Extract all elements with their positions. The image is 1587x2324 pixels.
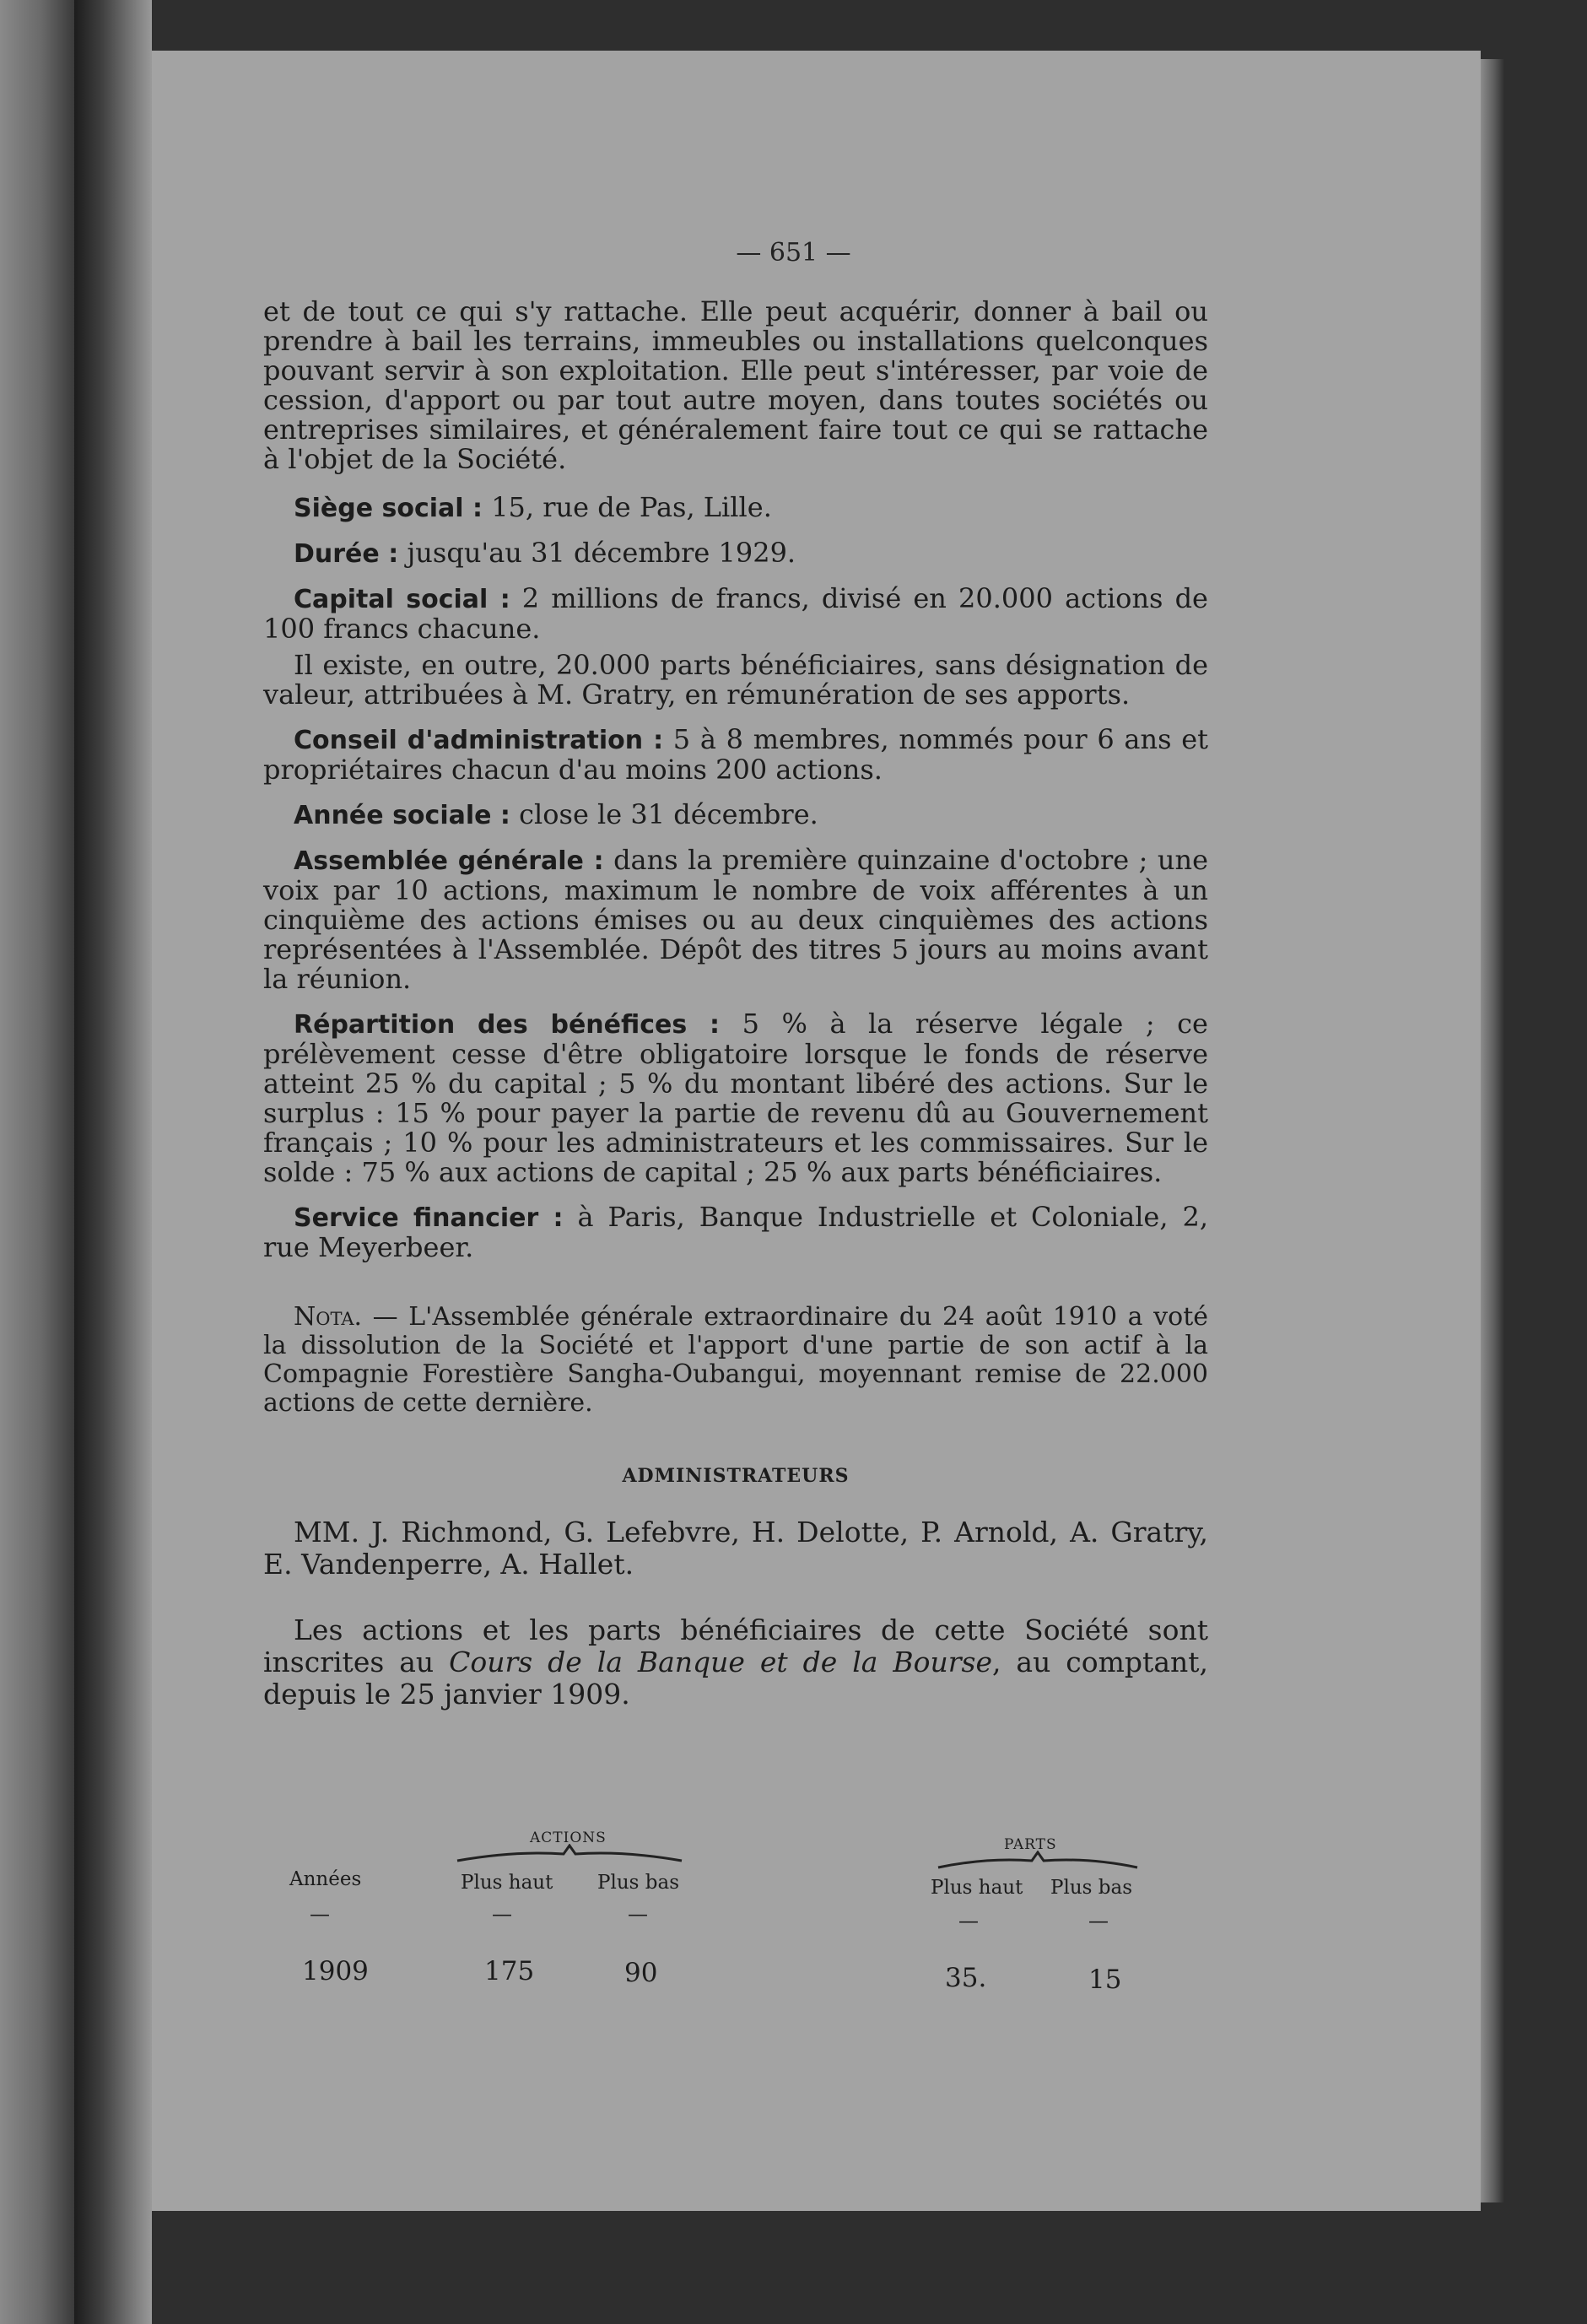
- group-parts-label: PARTS: [1004, 1836, 1057, 1853]
- item-label: Répartition des bénéfices :: [294, 1010, 721, 1040]
- item-text: 5 à 8 membres, nommés pour 6 ans et propriétaires chacun d'au moins 200 actions.: [263, 723, 1208, 786]
- administrateurs-heading: ADMINISTRATEURS: [622, 1465, 850, 1487]
- col-parts-plus-haut: Plus haut: [931, 1877, 1023, 1899]
- item-text: Il existe, en outre, 20.000 parts bénéficiaires, sans désignation de valeur, attribuées à M. Gratry, en rémunération de ses apports.: [263, 649, 1208, 711]
- cell-actions-haut: 175: [484, 1956, 535, 1986]
- item-annee-sociale: [263, 800, 1208, 830]
- item-label: Capital social :: [294, 585, 510, 614]
- col-actions-plus-haut: Plus haut: [461, 1872, 553, 1894]
- item-label: Service financier :: [294, 1203, 564, 1233]
- item-text: 2 millions de francs, divisé en 20.000 actions de 100 francs chacune.: [263, 582, 1208, 645]
- item-text: dans la première quinzaine d'octobre ; une voix par 10 actions, maximum le nombre de voix afférentes à un cinquième des actions émises ou au deux cinquièmes des actions représentées à l'Assemblée. Dépôt des titres 5 jours au moins avant la réunion.: [263, 844, 1209, 995]
- item-duree: [263, 538, 1208, 569]
- dash-parts-plus-bas: —: [1088, 1909, 1109, 1932]
- item-assemblee-generale: [263, 846, 1208, 994]
- item-text: close le 31 décembre.: [510, 798, 818, 830]
- administrateurs-names: MM. J. Richmond, G. Lefebvre, H. Delotte, P. Arnold, A. Gratry, E. Vandenperre, A. Hallet.: [263, 1516, 1208, 1581]
- dash-actions-plus-haut: —: [492, 1902, 512, 1926]
- item-label: Assemblée générale :: [294, 846, 604, 876]
- item-label: Durée :: [294, 539, 399, 569]
- item-label: Siège social :: [294, 494, 483, 523]
- page-number: — 651 —: [736, 238, 851, 268]
- col-annees: Années: [289, 1868, 362, 1890]
- body-text: [263, 297, 1208, 1726]
- item-text: 15, rue de Pas, Lille.: [483, 491, 772, 523]
- cell-annee: 1909: [302, 1956, 369, 1986]
- nota-text: — L'Assemblée générale extraordinaire du 24 août 1910 a voté la dissolution de la Société et l'apport d'une partie de son actif à la Compagnie Forestière Sangha-Oubangui, moyennant remise de 22.000 actions de cette dernière.: [263, 1302, 1208, 1418]
- listing-publication: Cours de la Banque et de la Bourse: [449, 1646, 992, 1678]
- page-edge: [1481, 59, 1504, 2202]
- dash-actions-plus-bas: —: [628, 1902, 648, 1926]
- item-text: jusqu'au 31 décembre 1929.: [398, 537, 796, 569]
- item-conseil: [263, 725, 1208, 785]
- nota-label: Nota.: [294, 1302, 363, 1332]
- item-label: Année sociale :: [294, 801, 510, 830]
- col-actions-plus-bas: Plus bas: [597, 1872, 679, 1894]
- intro-paragraph: et de tout ce qui s'y rattache. Elle peut acquérir, donner à bail ou prendre à bail les terrains, immeubles ou installations quelconques pouvant servir à son exploitation. Elle peut s'intéresser, par voie de cession, d'apport ou par tout autre moyen, dans toutes sociétés ou entreprises similaires, et généralement faire tout ce qui se rattache à l'objet de la Société.: [263, 295, 1208, 475]
- cell-parts-haut: 35.: [945, 1963, 987, 1993]
- item-parts-beneficiaires: [263, 651, 1208, 710]
- listing-before: Les actions et les parts bénéficiaires de cette Société sont inscrites au: [263, 1613, 1208, 1678]
- facing-page-edge: [0, 0, 74, 2324]
- dash-parts-plus-haut: —: [958, 1909, 979, 1932]
- item-label: Conseil d'administration :: [294, 726, 664, 755]
- item-text: à Paris, Banque Industrielle et Coloniale, 2, rue Meyerbeer.: [263, 1201, 1208, 1263]
- col-parts-plus-bas: Plus bas: [1050, 1877, 1132, 1899]
- dash-annees: —: [310, 1902, 330, 1926]
- book-gutter: [74, 0, 152, 2324]
- group-actions-label: ACTIONS: [530, 1829, 607, 1846]
- item-repartition: [263, 1009, 1208, 1187]
- item-text: 5 % à la réserve légale ; ce prélèvement cesse d'être obligatoire lorsque le fonds de réserve atteint 25 % du capital ; 5 % du montant libéré des actions. Sur le surplus : 15 % pour payer la partie de revenu dû au Gouvernement français ; 10 % pour les administrateurs et les commissaires. Sur le solde : 75 % aux actions de capital ; 25 % aux parts bénéficiaires.: [263, 1008, 1208, 1188]
- item-siege-social: [263, 493, 1208, 523]
- item-service-financier: [263, 1203, 1208, 1262]
- listing-after: , au comptant, depuis le 25 janvier 1909.: [263, 1646, 1209, 1711]
- item-capital-social: [263, 584, 1208, 644]
- nota-paragraph: [263, 1303, 1208, 1418]
- cell-actions-bas: 90: [624, 1958, 658, 1988]
- cell-parts-bas: 15: [1088, 1965, 1122, 1995]
- listing-paragraph: [263, 1614, 1208, 1711]
